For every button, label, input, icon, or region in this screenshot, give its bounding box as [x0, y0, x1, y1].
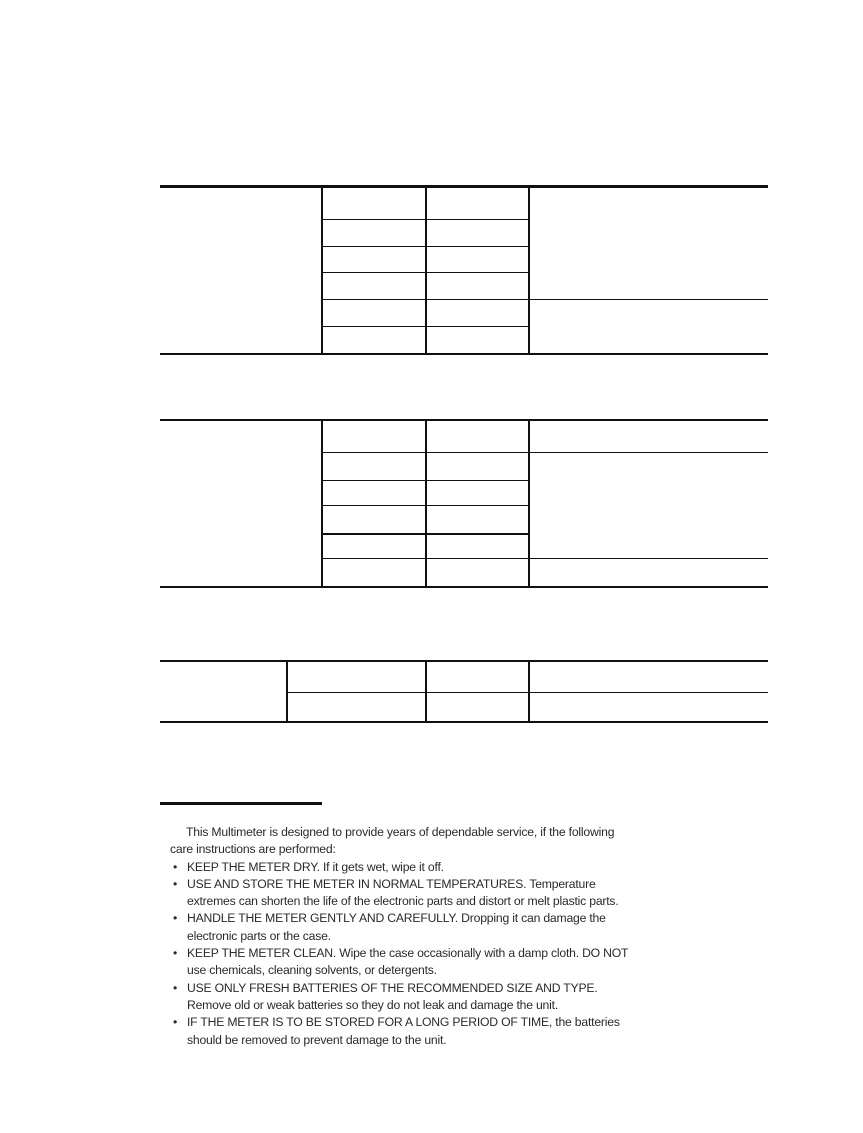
care-item [170, 910, 640, 945]
bullet-icon: • [173, 859, 178, 874]
care-item-lead: KEEP THE METER DRY. [187, 859, 320, 874]
care-item-lead: USE ONLY FRESH BATTERIES OF THE RECOMMENDED SIZE AND TYPE. [187, 980, 598, 995]
care-item-text: Remove old or weak batteries so they do not leak and damage the unit. [187, 997, 559, 1012]
care-item-text: Dropping it can damage the electronic parts or the case. [187, 911, 606, 943]
care-item-lead: KEEP THE METER CLEAN. [187, 946, 337, 961]
bullet-icon: • [173, 980, 178, 995]
care-item-text: Temperature extremes can shorten the life of the electronic parts and distort or melt plastic parts. [187, 876, 619, 909]
care-intro: This Multimeter is designed to provide years of dependable service, if the following care instructions are performed: [170, 825, 615, 857]
care-item-lead: IF THE METER IS TO BE STORED FOR A LONG PERIOD OF TIME, [187, 1015, 553, 1030]
care-instructions [170, 824, 640, 1049]
care-item-text: If it gets wet, wipe it off. [319, 859, 444, 874]
bullet-icon: • [173, 911, 178, 926]
bullet-icon: • [173, 946, 178, 961]
bullet-icon: • [173, 876, 178, 891]
care-item [170, 945, 640, 980]
care-list [170, 859, 640, 1049]
care-item-lead: HANDLE THE METER GENTLY AND CAREFULLY. [187, 911, 458, 926]
care-item [170, 1014, 640, 1049]
care-item [170, 859, 640, 876]
bullet-icon: • [173, 1015, 178, 1030]
care-item [170, 980, 640, 1015]
care-item-text: the batteries should be removed to prevent damage to the unit. [187, 1015, 620, 1047]
care-item-lead: USE AND STORE THE METER IN NORMAL TEMPERATURES. [187, 876, 527, 891]
care-item [170, 876, 640, 911]
care-section-rule [160, 802, 322, 805]
care-item-text: Wipe the case occasionally with a damp cloth. DO NOT use chemicals, cleaning solvents, or detergents. [187, 946, 629, 978]
